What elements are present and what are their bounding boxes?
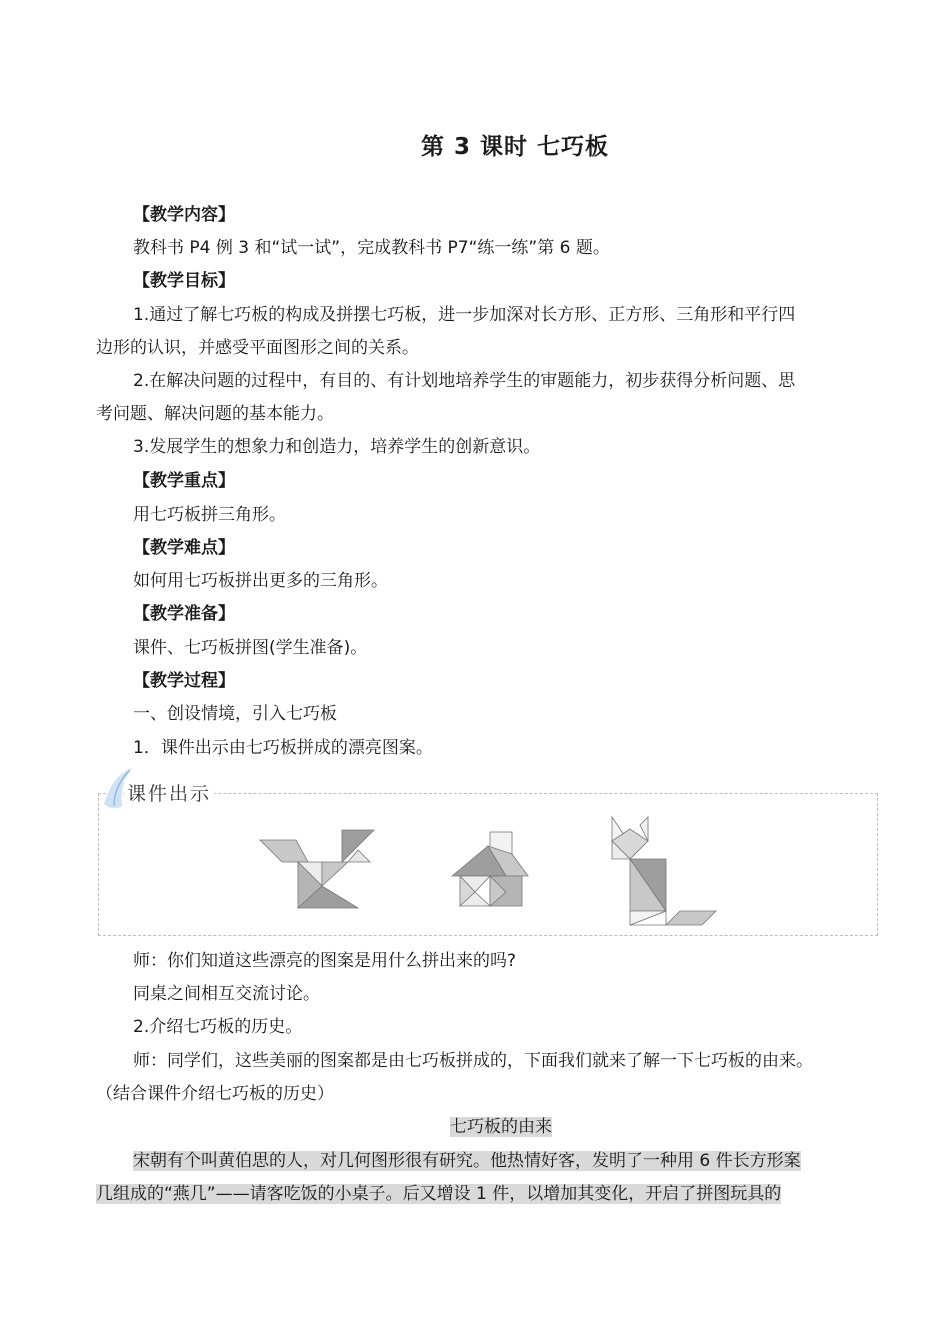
prep-heading: 【教学准备】 xyxy=(133,604,235,624)
courseware-label: 课件出示 xyxy=(124,779,214,806)
cat-figure xyxy=(608,815,718,930)
goal-2-line-2: 考问题、解决问题的基本能力。 xyxy=(96,404,334,424)
difficulty-text: 如何用七巧板拼出更多的三角形。 xyxy=(133,571,388,591)
discuss-text: 同桌之间相互交流讨论。 xyxy=(133,984,320,1004)
process-step-1: 一、创设情境，引入七巧板 xyxy=(133,704,337,724)
house-figure xyxy=(450,830,530,910)
content-heading: 【教学内容】 xyxy=(133,205,235,225)
process-heading: 【教学过程】 xyxy=(133,671,235,691)
teacher-question: 师：你们知道这些漂亮的图案是用什么拼出来的吗? xyxy=(133,951,517,971)
bird-small-tri-2 xyxy=(322,862,348,886)
bird-parallelogram xyxy=(260,840,308,862)
origin-para-line-2 xyxy=(96,1184,781,1204)
intro-history: 2.介绍七巧板的历史。 xyxy=(133,1017,303,1037)
key-text: 用七巧板拼三角形。 xyxy=(133,505,286,525)
process-step-1-1: 1．课件出示由七巧板拼成的漂亮图案。 xyxy=(133,738,433,758)
origin-para-line-2-text: 几组成的“燕几”——请客吃饭的小桌子。后又增设 1 件，以增加其变化，开启了拼图玩具的 xyxy=(96,1184,782,1204)
goal-1-line-2: 边形的认识，并感受平面图形之间的关系。 xyxy=(96,338,419,358)
prep-text: 课件、七巧板拼图(学生准备)。 xyxy=(133,638,368,658)
bird-figure xyxy=(258,830,378,910)
goal-3: 3.发展学生的想象力和创造力，培养学生的创新意识。 xyxy=(133,437,541,457)
origin-para-line-1-text: 宋朝有个叫黄伯思的人，对几何图形很有研究。他热情好客，发明了一种用 6 件长方形案 xyxy=(133,1151,801,1171)
teacher-intro: 师：同学们，这些美丽的图案都是由七巧板拼成的，下面我们就来了解一下七巧板的由来。 xyxy=(133,1051,813,1071)
page-title: 第 3 课时 七巧板 xyxy=(420,134,610,160)
goal-heading: 【教学目标】 xyxy=(133,271,235,291)
cat-tail xyxy=(666,911,716,925)
origin-title-text: 七巧板的由来 xyxy=(450,1117,552,1137)
courseware-label-wrap xyxy=(100,766,230,810)
goal-1-line-1: 1.通过了解七巧板的构成及拼摆七巧板，进一步加深对长方形、正方形、三角形和平行四 xyxy=(133,305,796,325)
difficulty-heading: 【教学难点】 xyxy=(133,538,235,558)
history-note: （结合课件介绍七巧板的历史） xyxy=(96,1084,334,1104)
origin-para-line-1 xyxy=(133,1151,801,1171)
goal-2-line-1: 2.在解决问题的过程中，有目的、有计划地培养学生的审题能力，初步获得分析问题、思 xyxy=(133,371,796,391)
content-text: 教科书 P4 例 3 和“试一试”，完成教科书 P7“练一练”第 6 题。 xyxy=(133,238,610,258)
origin-title xyxy=(450,1117,552,1137)
key-heading: 【教学重点】 xyxy=(133,471,235,491)
